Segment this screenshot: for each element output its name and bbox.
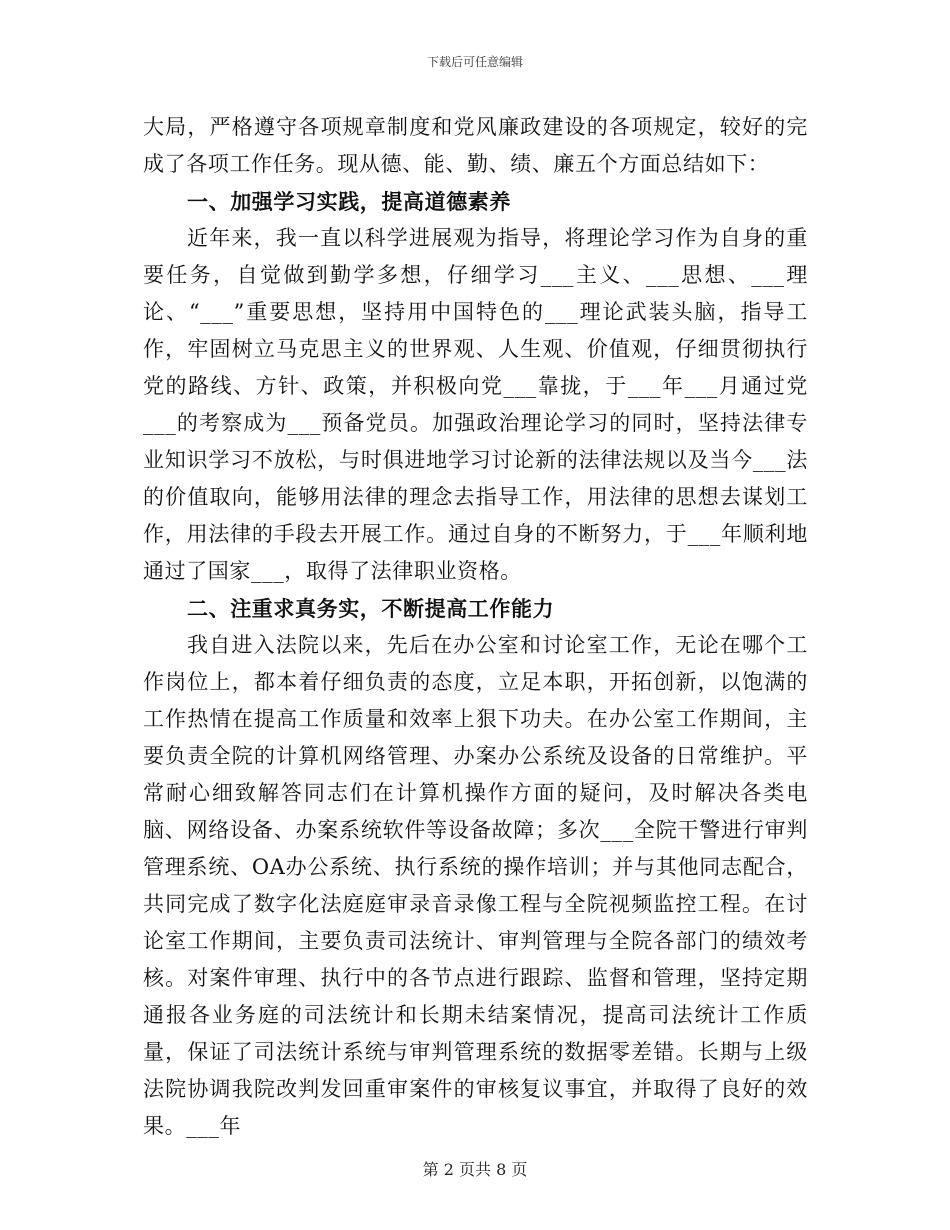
section-1-heading: 一、加强学习实践，提高道德素养 (187, 189, 511, 214)
section-1-paragraph: 近年来，我一直以科学进展观为指导，将理论学习作为自身的重要任务，自觉做到勤学多想，仔细学习___主义、___思想、___理论、“___”重要思想，坚持用中国特色的___理论武装头脑，指导工作，牢固树立马克思主义的世界观、人生观、价值观，仔细贯彻执行党的路线、方针、政策，并积极向党___靠拢，于___年___月通过党___的考察成为___预备党员。加强政治理论学习的同时，坚持法律专业知识学习不放松，与时俱进地学习讨论新的法律法规以及当今___法的价值取向，能够用法律的理念去指导工作，用法律的思想去谋划工作，用法律的手段去开展工作。通过自身的不断努力，于___年顺利地通过了国家___，取得了法律职业资格。 (143, 226, 808, 583)
section-2-paragraph: 我自进入法院以来，先后在办公室和讨论室工作，无论在哪个工作岗位上，都本着仔细负责的态度，立足本职，开拓创新，以饱满的工作热情在提高工作质量和效率上狠下功夫。在办公室工作期间，主要负责全院的计算机网络管理、办案办公系统及设备的日常维护。平常耐心细致解答同志们在计算机操作方面的疑问，及时解决各类电脑、网络设备、办案系统软件等设备故障；多次___全院干警进行审判管理系统、OA办公系统、执行系统的操作培训；并与其他同志配合，共同完成了数字化法庭庭审录音录像工程与全院视频监控工程。在讨论室工作期间，主要负责司法统计、审判管理与全院各部门的绩效考核。对案件审理、执行中的各节点进行跟踪、监督和管理，坚持定期通报各业务庭的司法统计和长期未结案情况，提高司法统计工作质量，保证了司法统计系统与审判管理系统的数据零差错。长期与上级法院协调我院改判发回重审案件的审核复议事宜，并取得了良好的效果。___年 (143, 633, 808, 1138)
page-footer: 第 2 页共 8 页 (422, 1160, 528, 1179)
section-2-heading: 二、注重求真务实，不断提高工作能力 (187, 596, 555, 621)
intro-paragraph: 大局，严格遵守各项规章制度和党风廉政建设的各项规定，较好的完成了各项工作任务。现从德、能、勤、绩、廉五个方面总结如下： (143, 115, 808, 176)
page-header: 下载后可任意编辑 (426, 55, 523, 69)
document-body (143, 109, 808, 1145)
